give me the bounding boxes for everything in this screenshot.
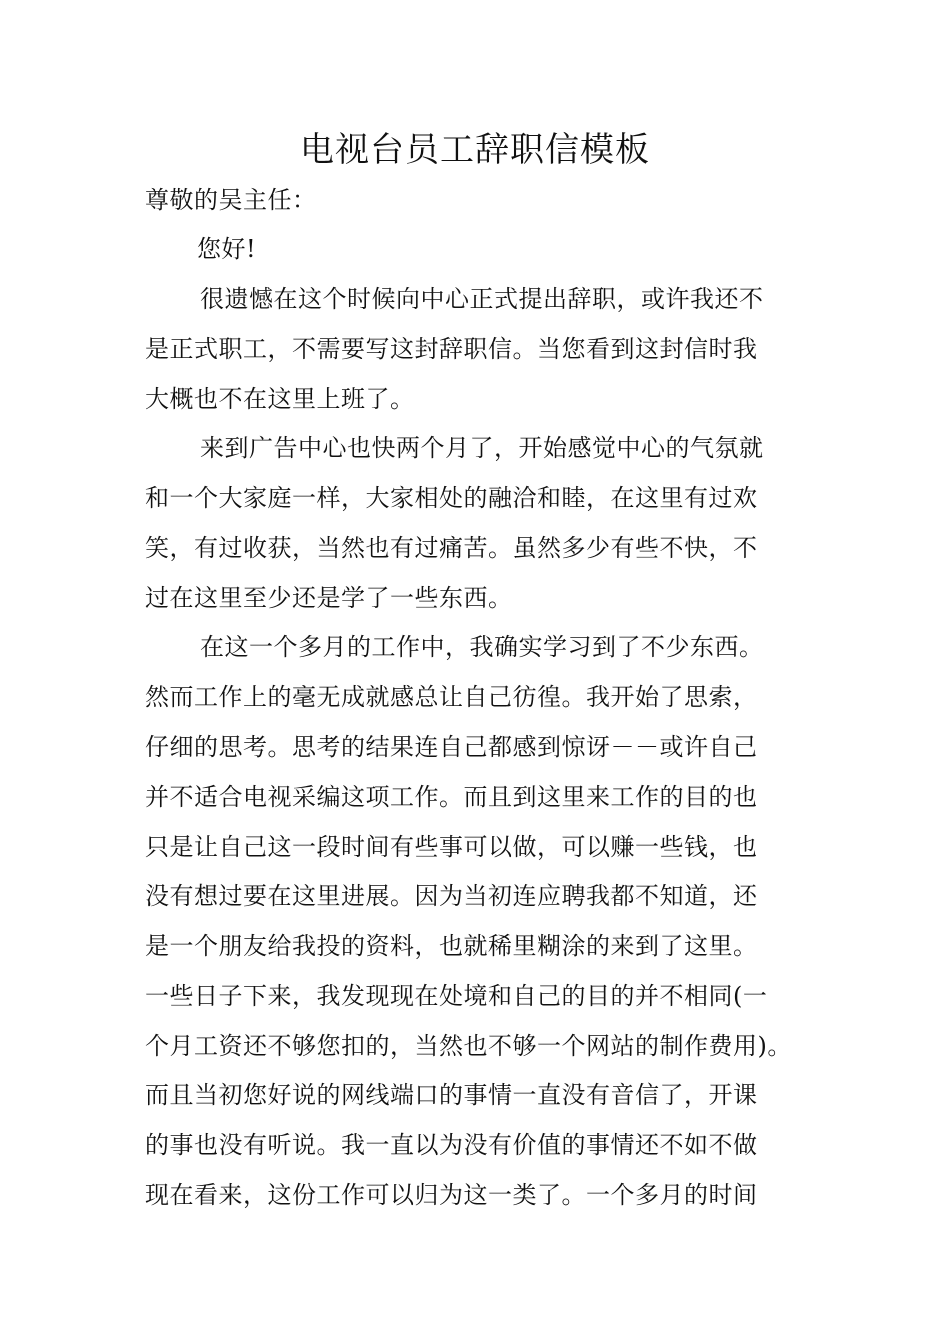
body-line: 个月工资还不够您扣的，当然也不够一个网站的制作费用)。 — [145, 1032, 792, 1060]
body-line: 现在看来，这份工作可以归为这一类了。一个多月的时间 — [145, 1181, 758, 1209]
body-line: 然而工作上的毫无成就感总让自己彷徨。我开始了思索， — [145, 683, 758, 711]
body-line: 在这一个多月的工作中，我确实学习到了不少东西。 — [200, 633, 764, 661]
body-line: 过在这里至少还是学了一些东西。 — [145, 584, 513, 612]
body-line: 很遗憾在这个时候向中心正式提出辞职，或许我还不 — [200, 285, 764, 313]
body-line: 仔细的思考。思考的结果连自己都感到惊讶－－或许自己 — [145, 733, 758, 761]
body-line: 的事也没有听说。我一直以为没有价值的事情还不如不做 — [145, 1131, 758, 1159]
salutation: 尊敬的吴主任： — [145, 186, 317, 214]
body-line: 只是让自己这一段时间有些事可以做，可以赚一些钱，也 — [145, 833, 758, 861]
body-line: 笑，有过收获，当然也有过痛苦。虽然多少有些不快，不 — [145, 534, 758, 562]
document-title: 电视台员工辞职信模板 — [300, 130, 650, 170]
greeting: 您好! — [197, 235, 257, 263]
body-line: 而且当初您好说的网线端口的事情一直没有音信了，开课 — [145, 1081, 758, 1109]
body-line: 是一个朋友给我投的资料，也就稀里糊涂的来到了这里。 — [145, 932, 758, 960]
body-line: 来到广告中心也快两个月了，开始感觉中心的气氛就 — [200, 434, 764, 462]
body-line: 一些日子下来，我发现现在处境和自己的目的并不相同(一 — [145, 982, 768, 1010]
body-line: 是正式职工，不需要写这封辞职信。当您看到这封信时我 — [145, 335, 758, 363]
body-line: 没有想过要在这里进展。因为当初连应聘我都不知道，还 — [145, 882, 758, 910]
body-line: 并不适合电视采编这项工作。而且到这里来工作的目的也 — [145, 783, 758, 811]
body-line: 和一个大家庭一样，大家相处的融洽和睦，在这里有过欢 — [145, 484, 758, 512]
body-line: 大概也不在这里上班了。 — [145, 385, 415, 413]
